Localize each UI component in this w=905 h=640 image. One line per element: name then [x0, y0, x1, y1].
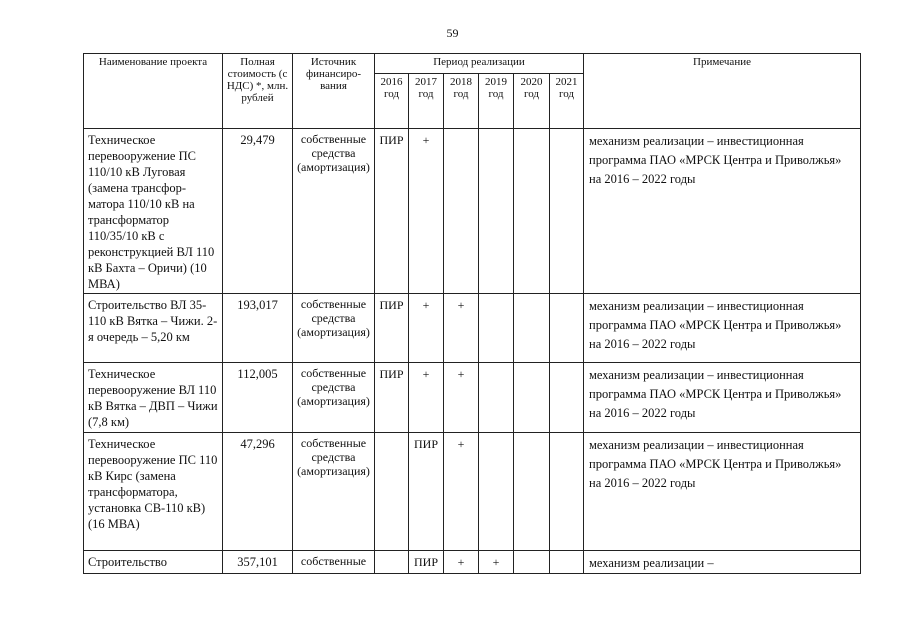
project-name-cell: Техническое перевооружение ПС 110/10 кВ Луговая (замена трансфор-матора 110/10 кВ на трансформатор 110/35/10 кВ с реконструкцией ВЛ 110 кВ Бахта – Оричи) (10 МВА)	[84, 129, 223, 294]
year-2021-cell	[550, 294, 584, 363]
year-2016-cell: ПИР	[375, 129, 409, 294]
note-cell: механизм реализации – инвестиционная программа ПАО «МРСК Центра и Приволжья» на 2016 – 2022 годы	[584, 433, 861, 551]
year-2020-cell	[514, 433, 550, 551]
note-cell: механизм реализации – инвестиционная программа ПАО «МРСК Центра и Приволжья» на 2016 – 2022 годы	[584, 363, 861, 433]
header-implementation-period: Период реализации	[375, 54, 584, 74]
year-2016-cell: ПИР	[375, 363, 409, 433]
header-year-2016: 2016 год	[375, 74, 409, 129]
year-2017-cell: ПИР	[409, 551, 444, 574]
funding-source-cell: собственные средства (амортизация)	[293, 433, 375, 551]
year-2018-cell: +	[444, 294, 479, 363]
funding-source-cell: собственные средства (амортизация)	[293, 363, 375, 433]
year-2021-cell	[550, 363, 584, 433]
table-row	[84, 433, 861, 551]
year-2021-cell	[550, 129, 584, 294]
header-total-cost: Полная стоимость (с НДС) *, млн. рублей	[223, 54, 293, 129]
project-cost-cell: 29,479	[223, 129, 293, 294]
year-2016-cell	[375, 551, 409, 574]
year-2021-cell	[550, 551, 584, 574]
year-2020-cell	[514, 363, 550, 433]
table-row	[84, 129, 861, 294]
header-note: Примечание	[584, 54, 861, 129]
year-2020-cell	[514, 551, 550, 574]
project-name-cell: Строительство	[84, 551, 223, 574]
year-2017-cell: +	[409, 129, 444, 294]
table-row	[84, 551, 861, 574]
year-2016-cell: ПИР	[375, 294, 409, 363]
header-year-2017: 2017 год	[409, 74, 444, 129]
table-row	[84, 363, 861, 433]
funding-source-cell: собственные средства (амортизация)	[293, 294, 375, 363]
funding-source-cell: собственные	[293, 551, 375, 574]
year-2019-cell: +	[479, 551, 514, 574]
table-row	[84, 294, 861, 363]
project-name-cell: Техническое перевооружение ПС 110 кВ Кирс (замена трансформатора, установка СВ-110 кВ) (16 МВА)	[84, 433, 223, 551]
year-2019-cell	[479, 363, 514, 433]
year-2020-cell	[514, 294, 550, 363]
header-year-2020: 2020 год	[514, 74, 550, 129]
year-2019-cell	[479, 433, 514, 551]
note-cell: механизм реализации – инвестиционная программа ПАО «МРСК Центра и Приволжья» на 2016 – 2022 годы	[584, 294, 861, 363]
header-funding-source: Источник финансиро-вания	[293, 54, 375, 129]
year-2017-cell: +	[409, 363, 444, 433]
header-year-2019: 2019 год	[479, 74, 514, 129]
funding-source-cell: собственные средства (амортизация)	[293, 129, 375, 294]
year-2018-cell: +	[444, 433, 479, 551]
project-name-cell: Строительство ВЛ 35-110 кВ Вятка – Чижи. 2-я очередь – 5,20 км	[84, 294, 223, 363]
year-2016-cell	[375, 433, 409, 551]
project-cost-cell: 47,296	[223, 433, 293, 551]
year-2019-cell	[479, 129, 514, 294]
investment-projects-table	[83, 53, 861, 574]
year-2021-cell	[550, 433, 584, 551]
year-2018-cell	[444, 129, 479, 294]
year-2018-cell: +	[444, 363, 479, 433]
project-name-cell: Техническое перевооружение ВЛ 110 кВ Вятка – ДВП – Чижи (7,8 км)	[84, 363, 223, 433]
project-cost-cell: 357,101	[223, 551, 293, 574]
year-2018-cell: +	[444, 551, 479, 574]
project-cost-cell: 112,005	[223, 363, 293, 433]
note-cell: механизм реализации – инвестиционная программа ПАО «МРСК Центра и Приволжья» на 2016 – 2022 годы	[584, 129, 861, 294]
header-year-2021: 2021 год	[550, 74, 584, 129]
header-year-2018: 2018 год	[444, 74, 479, 129]
year-2020-cell	[514, 129, 550, 294]
year-2017-cell: +	[409, 294, 444, 363]
page-number: 59	[446, 26, 459, 40]
project-cost-cell: 193,017	[223, 294, 293, 363]
header-project-name: Наименование проекта	[84, 54, 223, 129]
year-2017-cell: ПИР	[409, 433, 444, 551]
year-2019-cell	[479, 294, 514, 363]
note-cell: механизм реализации –	[584, 551, 861, 574]
